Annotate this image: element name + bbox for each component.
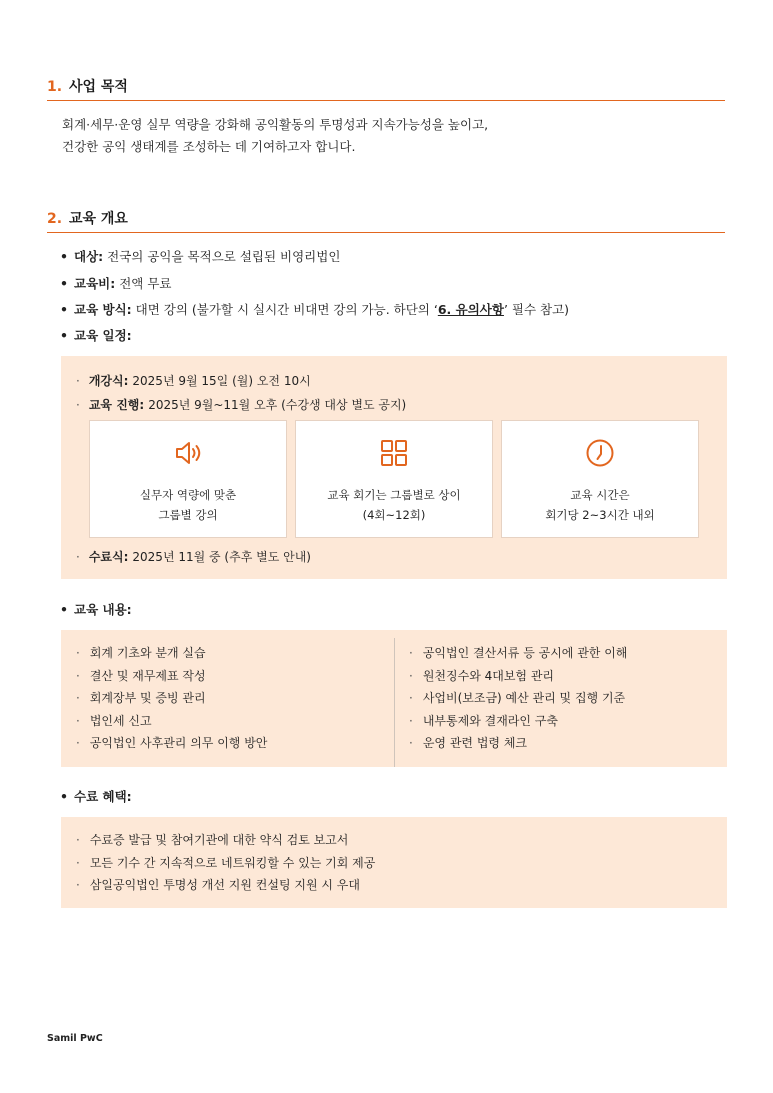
fee-label: 교육비: (74, 276, 116, 291)
section-2-number: 2. (47, 211, 63, 227)
completion-value: 2025년 11월 중 (추후 별도 안내) (132, 550, 311, 564)
clock-icon (584, 437, 616, 469)
section-2-heading (47, 208, 725, 233)
list-item: · 내부통제와 결재라인 구축 (409, 713, 558, 728)
list-item: · 운영 관련 법령 체크 (409, 736, 528, 750)
speaker-icon (172, 437, 204, 469)
grid-icon (378, 437, 410, 469)
list-item: · 공익법인 결산서류 등 공시에 관한 이해 (409, 646, 628, 660)
info-card-duration (501, 420, 699, 538)
benefits-panel (61, 817, 727, 908)
card-text-line: 회기당 2~3시간 내외 (545, 508, 655, 522)
list-item: · 결산 및 재무제표 작성 (76, 668, 206, 683)
content-item: • 교육 내용: (60, 602, 132, 617)
completion-label: 수료식: (88, 550, 129, 564)
list-item: · 회계 기초와 분개 실습 (76, 646, 206, 660)
section-2-title: 교육 개요 (68, 211, 128, 227)
content-label: 교육 내용: (74, 602, 132, 617)
card-text-line: 실무자 역량에 맞춘 (139, 488, 237, 502)
schedule-label: 교육 일정: (74, 328, 132, 343)
list-item: · 회계장부 및 증빙 관리 (76, 691, 206, 705)
opening-label: 개강식: (88, 374, 129, 388)
benefits-label: 수료 혜택: (74, 789, 132, 804)
content-panel (61, 630, 727, 767)
list-item: · 수료증 발급 및 참여기관에 대한 약식 검토 보고서 (76, 833, 349, 847)
benefits-list (76, 829, 375, 897)
schedule-panel (61, 356, 727, 579)
card-text-line: 그룹별 강의 (158, 508, 218, 522)
method-item: • 교육 방식: 대면 강의 (불가할 시 실시간 비대면 강의 가능. 하단의 ‘6. 유의사항’ 필수 참고) (60, 302, 570, 317)
footer-brand: Samil PwC (47, 1033, 103, 1044)
completion-item: · 수료식: 2025년 11월 중 (추후 별도 안내) (76, 550, 311, 564)
card-text-line: 교육 시간은 (570, 488, 630, 502)
list-item: · 삼일공익법인 투명성 개선 지원 컨설팅 지원 시 우대 (76, 878, 360, 892)
info-card-group-lecture (89, 420, 287, 538)
progress-item: · 교육 진행: 2025년 9월~11월 오후 (수강생 대상 별도 공지) (76, 398, 407, 412)
benefits-item: • 수료 혜택: (60, 789, 132, 804)
section-1-number: 1. (47, 79, 63, 95)
list-item: · 원천징수와 4대보험 관리 (409, 668, 555, 683)
content-list-right (409, 642, 627, 755)
purpose-text (62, 114, 722, 158)
info-card-sessions (295, 420, 493, 538)
section-1-title: 사업 목적 (68, 79, 128, 95)
progress-value: 2025년 9월~11월 오후 (수강생 대상 별도 공지) (148, 398, 407, 412)
list-item: · 모든 기수 간 지속적으로 네트워킹할 수 있는 기회 제공 (76, 855, 376, 870)
list-item: · 공익법인 사후관리 의무 이행 방안 (76, 736, 268, 750)
target-item: • 대상: 전국의 공익을 목적으로 설립된 비영리법인 (60, 249, 341, 264)
card-text-line: (4회~12회) (362, 508, 426, 522)
opening-value: 2025년 9월 15일 (월) 오전 10시 (132, 374, 311, 388)
target-label: 대상: (74, 249, 104, 264)
progress-label: 교육 진행: (88, 398, 145, 412)
purpose-line: 건강한 공익 생태계를 조성하는 데 기여하고자 합니다. (62, 139, 356, 154)
method-value: 대면 강의 (불가할 시 실시간 비대면 강의 가능. 하단의 ‘ (135, 302, 438, 317)
content-list-left (76, 642, 267, 755)
section-1-heading (47, 76, 725, 101)
column-divider (394, 638, 395, 767)
notice-link[interactable]: 6. 유의사항 (437, 302, 504, 317)
fee-value: 전액 무료 (119, 276, 172, 291)
fee-item: • 교육비: 전액 무료 (60, 276, 172, 291)
method-label: 교육 방식: (74, 302, 132, 317)
target-value: 전국의 공익을 목적으로 설립된 비영리법인 (107, 249, 341, 264)
schedule-item: • 교육 일정: (60, 328, 132, 343)
method-value-tail: ’ 필수 참고) (503, 302, 570, 317)
list-item: · 사업비(보조금) 예산 관리 및 집행 기준 (409, 691, 626, 705)
purpose-line: 회계·세무·운영 실무 역량을 강화해 공익활동의 투명성과 지속가능성을 높이고, (62, 117, 489, 132)
card-text-line: 교육 회기는 그룹별로 상이 (327, 488, 461, 502)
list-item: · 법인세 신고 (76, 713, 152, 728)
opening-item: · 개강식: 2025년 9월 15일 (월) 오전 10시 (76, 374, 311, 388)
